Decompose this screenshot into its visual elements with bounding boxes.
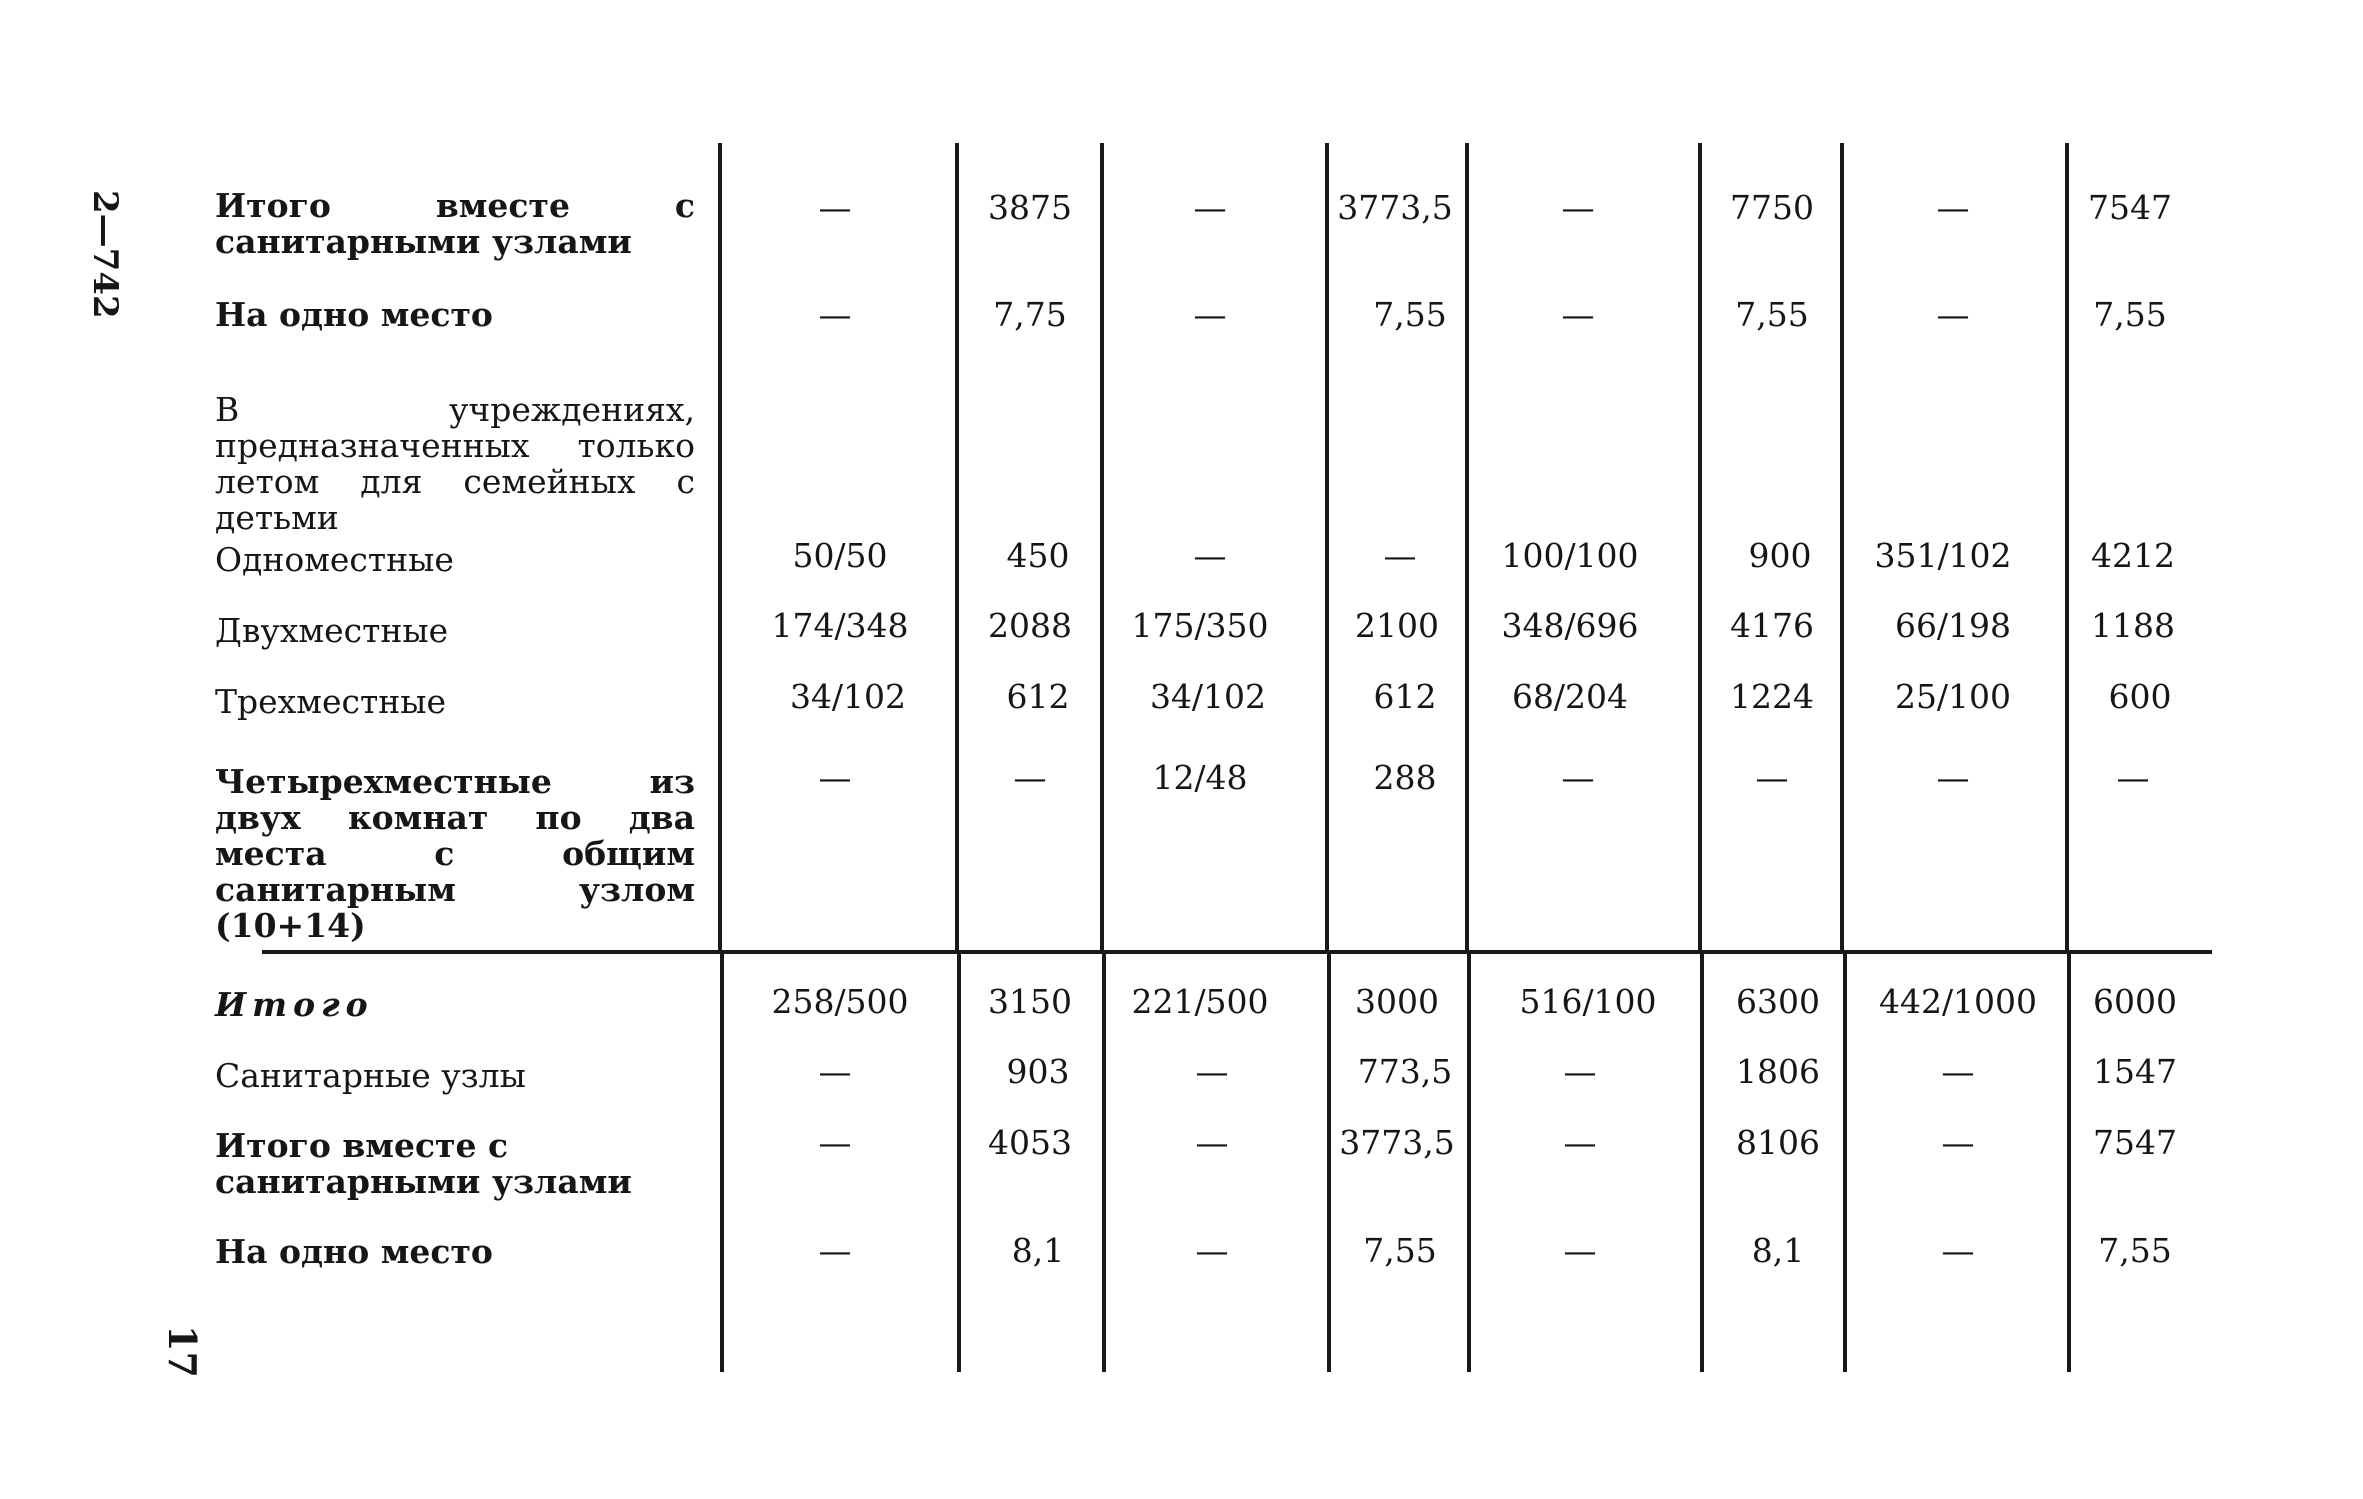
table-cell: 612 — [1373, 677, 1437, 716]
table-cell: — — [1563, 1123, 1597, 1162]
table-cell: 50/50 — [792, 536, 888, 575]
row-label: Двухместные — [215, 611, 449, 650]
table-cell: 4176 — [1730, 606, 1814, 645]
table-cell: 3773,5 — [1337, 188, 1453, 227]
row-label: На одно место — [215, 1232, 493, 1271]
table-cell: 348/696 — [1501, 606, 1639, 645]
table-cell: 903 — [1006, 1052, 1070, 1091]
table-cell: 442/1000 — [1878, 982, 2038, 1021]
table-cell: 6000 — [2093, 982, 2177, 1021]
table-cell: — — [818, 295, 852, 334]
table-cell: 7750 — [1730, 188, 1814, 227]
table-cell: 7,55 — [2093, 295, 2167, 334]
table-cell: 3773,5 — [1339, 1123, 1455, 1162]
table-cell: 6300 — [1736, 982, 1820, 1021]
table-cell: — — [1941, 1123, 1975, 1162]
table-cell: — — [1561, 188, 1595, 227]
row-label: Трехместные — [215, 682, 446, 721]
column-rule — [1102, 952, 1106, 1372]
table-cell: 7547 — [2088, 188, 2172, 227]
total-label: Итого — [215, 985, 374, 1024]
table-cell: 68/204 — [1511, 677, 1629, 716]
table-cell: — — [1195, 1123, 1229, 1162]
table-cell: — — [818, 758, 852, 797]
column-rule — [2065, 143, 2069, 950]
column-rule — [1325, 143, 1329, 950]
table-cell: — — [818, 1231, 852, 1270]
table-cell: — — [1193, 188, 1227, 227]
table-cell: 174/348 — [771, 606, 909, 645]
table-cell: 600 — [2108, 677, 2172, 716]
side-code: 2—742 — [85, 190, 125, 319]
table-cell: 8106 — [1736, 1123, 1820, 1162]
table-cell: 34/102 — [1149, 677, 1267, 716]
table-cell: 351/102 — [1874, 536, 2012, 575]
table-cell: 258/500 — [771, 982, 909, 1021]
table-cell: 34/102 — [789, 677, 907, 716]
table-cell: — — [1563, 1052, 1597, 1091]
column-rule — [1327, 952, 1331, 1372]
section-separator — [262, 950, 2212, 954]
table-cell: 12/48 — [1152, 758, 1248, 797]
table-cell: 7547 — [2093, 1123, 2177, 1162]
column-rule — [957, 952, 961, 1372]
table-cell: 612 — [1006, 677, 1070, 716]
table-cell: 3000 — [1355, 982, 1439, 1021]
table-cell: 7,55 — [1373, 295, 1447, 334]
table-cell: — — [1563, 1231, 1597, 1270]
table-cell: 25/100 — [1894, 677, 2012, 716]
section-heading: В учреждениях, предназначенных только летом для семейных с детьми — [215, 390, 695, 537]
table-cell: 100/100 — [1501, 536, 1639, 575]
table-cell: 7,75 — [993, 295, 1067, 334]
row-label: Итого вместе с санитарными узлами — [215, 186, 695, 261]
table-cell: 7,55 — [1363, 1231, 1437, 1270]
column-rule — [1840, 143, 1844, 950]
table-cell: 900 — [1748, 536, 1812, 575]
table-cell: — — [1936, 295, 1970, 334]
row-label: Одноместные — [215, 540, 454, 579]
row-label: Четырехместные из двух комнат по два места с общим санитарным узлом (10+14) — [215, 762, 695, 945]
column-rule — [2067, 952, 2071, 1372]
column-rule — [718, 143, 722, 950]
table-cell: 4212 — [2091, 536, 2175, 575]
table-cell: 7,55 — [2098, 1231, 2172, 1270]
table-cell: 288 — [1373, 758, 1437, 797]
table-cell: — — [1195, 1231, 1229, 1270]
table-cell: — — [1193, 295, 1227, 334]
table-cell: 516/100 — [1519, 982, 1657, 1021]
column-rule — [1100, 143, 1104, 950]
table-cell: 2100 — [1355, 606, 1439, 645]
row-label: На одно место — [215, 295, 493, 334]
table-cell: — — [1941, 1231, 1975, 1270]
table-cell: 2088 — [988, 606, 1072, 645]
column-rule — [1465, 143, 1469, 950]
table-cell: 773,5 — [1357, 1052, 1453, 1091]
table-cell: 3875 — [988, 188, 1072, 227]
table-cell: 66/198 — [1894, 606, 2012, 645]
column-rule — [1698, 143, 1702, 950]
column-rule — [1843, 952, 1847, 1372]
table-cell: — — [1936, 758, 1970, 797]
table-cell: — — [1195, 1052, 1229, 1091]
table-cell: — — [1936, 188, 1970, 227]
table-cell: 8,1 — [1751, 1231, 1805, 1270]
table-cell: — — [1561, 295, 1595, 334]
table-cell: 1188 — [2091, 606, 2175, 645]
column-rule — [955, 143, 959, 950]
table-cell: — — [818, 188, 852, 227]
table-cell: 1224 — [1730, 677, 1814, 716]
table-cell: 1547 — [2093, 1052, 2177, 1091]
table-cell: — — [2116, 758, 2150, 797]
table-cell: — — [818, 1123, 852, 1162]
table-cell: — — [1383, 536, 1417, 575]
table-cell: — — [1013, 758, 1047, 797]
table-cell: 1806 — [1736, 1052, 1820, 1091]
table-cell: 221/500 — [1131, 982, 1269, 1021]
table-cell: 175/350 — [1131, 606, 1269, 645]
table-cell: 8,1 — [1011, 1231, 1065, 1270]
table-cell: 450 — [1006, 536, 1070, 575]
table-cell: 7,55 — [1735, 295, 1809, 334]
table-cell: 4053 — [988, 1123, 1072, 1162]
table-cell: — — [1193, 536, 1227, 575]
table-cell: — — [818, 1052, 852, 1091]
row-label: Итого вместе с санитарными узлами — [215, 1126, 632, 1201]
column-rule — [720, 952, 724, 1372]
table-cell: — — [1755, 758, 1789, 797]
table-cell: 3150 — [988, 982, 1072, 1021]
column-rule — [1467, 952, 1471, 1372]
column-rule — [1700, 952, 1704, 1372]
row-label: Санитарные узлы — [215, 1056, 526, 1095]
table-cell: — — [1561, 758, 1595, 797]
table-cell: — — [1941, 1052, 1975, 1091]
page-number: 17 — [160, 1325, 205, 1378]
